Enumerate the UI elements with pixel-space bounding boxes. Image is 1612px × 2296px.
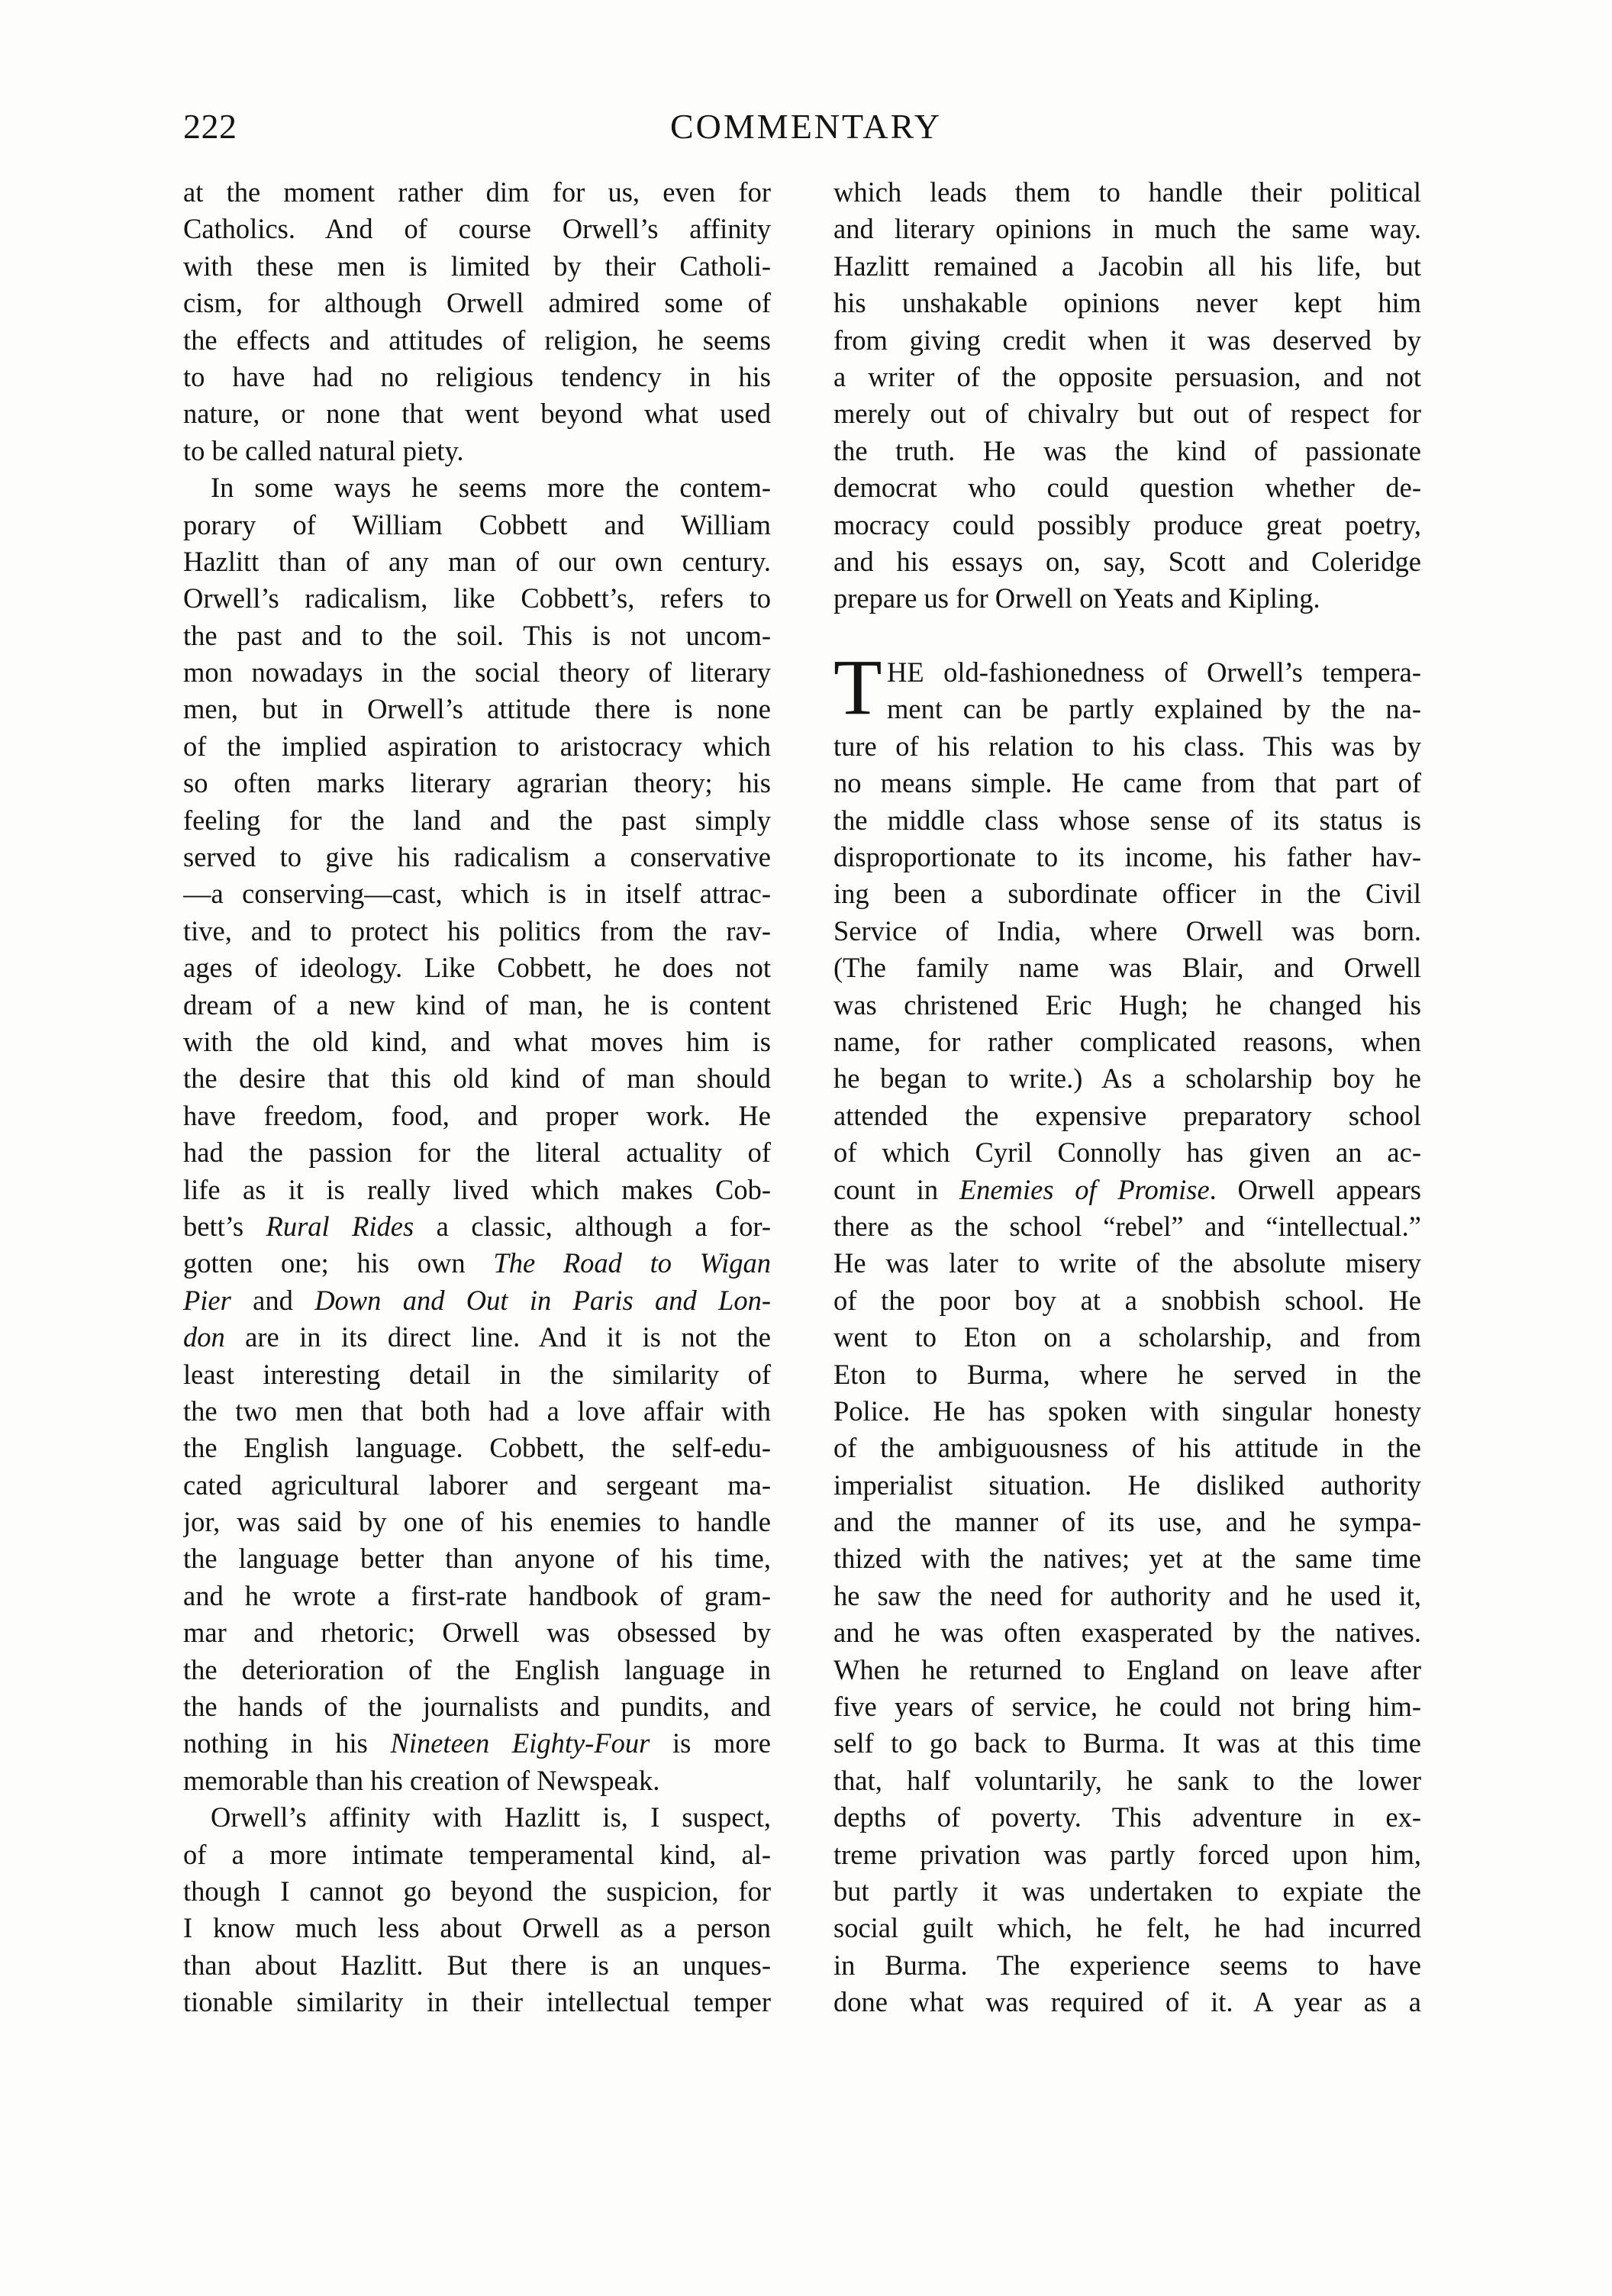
- text-segment: gotten one; his own: [183, 1247, 494, 1279]
- text-segment: is more: [650, 1727, 771, 1759]
- text-line: mocracy could possibly produce great poetry,: [833, 508, 1421, 540]
- text-line: with these men is limited by their Catholi-: [183, 250, 771, 282]
- italic-title: Pier: [183, 1284, 231, 1316]
- text-line: attended the expensive preparatory school: [833, 1099, 1421, 1131]
- text-line: in Burma. The experience seems to have: [833, 1949, 1421, 1981]
- text-line: of a more intimate temperamental kind, al-: [183, 1838, 771, 1870]
- text-line: ment can be partly explained by the na-: [887, 693, 1421, 725]
- text-line: was christened Eric Hugh; he changed his: [833, 988, 1421, 1021]
- text-line: and the manner of its use, and he sympa-: [833, 1506, 1421, 1538]
- text-line: of the poor boy at a snobbish school. He: [833, 1284, 1421, 1316]
- text-line: porary of William Cobbett and William: [183, 508, 771, 540]
- text-line: depths of poverty. This adventure in ex-: [833, 1801, 1421, 1833]
- right-text-column: [833, 174, 1421, 2021]
- drop-cap: T: [833, 643, 882, 731]
- text-segment: and: [231, 1284, 315, 1316]
- text-line: and literary opinions in much the same way.: [833, 213, 1421, 245]
- text-line: [183, 1319, 771, 1356]
- text-line: he began to write.) As a scholarship boy he: [833, 1063, 1421, 1095]
- italic-title: Nineteen Eighty-Four: [390, 1727, 650, 1759]
- text-line: Hazlitt remained a Jacobin all his life, but: [833, 250, 1421, 282]
- text-line: Catholics. And of course Orwell’s affinity: [183, 213, 771, 245]
- page-number: 222: [183, 107, 237, 146]
- text-line: memorable than his creation of Newspeak.: [183, 1764, 660, 1796]
- text-line: name, for rather complicated reasons, when: [833, 1025, 1421, 1057]
- text-line: ing been a subordinate officer in the Civil: [833, 878, 1421, 910]
- text-line: social guilt which, he felt, he had incurred: [833, 1912, 1421, 1944]
- text-segment: a classic, although a for-: [414, 1210, 771, 1242]
- text-line: jor, was said by one of his enemies to handle: [183, 1506, 771, 1538]
- text-line: Service of India, where Orwell was born.: [833, 914, 1421, 946]
- text-line: mon nowadays in the social theory of literary: [183, 656, 771, 688]
- text-line: [833, 618, 1421, 654]
- text-segment: . Orwell appears: [1209, 1173, 1421, 1205]
- text-segment: bett’s: [183, 1210, 266, 1242]
- text-line: at the moment rather dim for us, even for: [183, 176, 771, 208]
- italic-title: The Road to Wigan: [493, 1247, 771, 1279]
- text-line: ture of his relation to his class. This was by: [833, 730, 1421, 762]
- text-line: so often marks literary agrarian theory; his: [183, 767, 771, 799]
- text-line: the deterioration of the English language in: [183, 1653, 771, 1685]
- text-line: (The family name was Blair, and Orwell: [833, 952, 1421, 984]
- text-line: to have had no religious tendency in his: [183, 360, 771, 392]
- text-line: though I cannot go beyond the suspicion, for: [183, 1875, 771, 1907]
- text-line: He was later to write of the absolute misery: [833, 1247, 1421, 1279]
- text-line: tive, and to protect his politics from the rav-: [183, 914, 771, 946]
- text-line: [183, 1282, 771, 1319]
- text-line: the language better than anyone of his time,: [183, 1543, 771, 1575]
- text-line: of the implied aspiration to aristocracy which: [183, 730, 771, 762]
- text-line: [183, 1208, 771, 1245]
- text-line: no means simple. He came from that part of: [833, 767, 1421, 799]
- text-line: feeling for the land and the past simply: [183, 804, 771, 836]
- text-line: In some ways he seems more the contem-: [211, 472, 771, 504]
- text-line: self to go back to Burma. It was at this time: [833, 1727, 1421, 1759]
- text-segment: are in its direct line. And it is not the: [224, 1321, 771, 1353]
- text-line: and his essays on, say, Scott and Coleridge: [833, 545, 1421, 577]
- text-line: [183, 1245, 771, 1282]
- text-line: had the passion for the literal actuality of: [183, 1137, 771, 1169]
- text-line: cated agricultural laborer and sergeant ma-: [183, 1469, 771, 1501]
- text-line: the desire that this old kind of man should: [183, 1063, 771, 1095]
- text-line: there as the school “rebel” and “intellectual.”: [833, 1210, 1421, 1242]
- text-line: from giving credit when it was deserved by: [833, 324, 1421, 356]
- text-line: the past and to the soil. This is not uncom-: [183, 619, 771, 651]
- running-head: COMMENTARY: [669, 107, 943, 146]
- text-segment: count in: [833, 1173, 959, 1205]
- text-line: the English language. Cobbett, the self-edu-: [183, 1432, 771, 1464]
- text-line: done what was required of it. A year as a: [833, 1986, 1421, 2018]
- text-line: prepare us for Orwell on Yeats and Kipling.: [833, 582, 1320, 614]
- italic-title: Enemies of Promise: [959, 1173, 1210, 1205]
- left-text-column: [183, 174, 771, 2021]
- text-line: nature, or none that went beyond what used: [183, 398, 771, 430]
- text-line: went to Eton on a scholarship, and from: [833, 1321, 1421, 1353]
- text-line: with the old kind, and what moves him is: [183, 1025, 771, 1057]
- italic-title: Rural Rides: [266, 1210, 414, 1242]
- text-line: least interesting detail in the similarity of: [183, 1358, 771, 1390]
- text-line: democrat who could question whether de-: [833, 472, 1421, 504]
- text-line: [183, 1725, 771, 1762]
- text-line: the truth. He was the kind of passionate: [833, 434, 1421, 466]
- text-line: of which Cyril Connolly has given an ac-: [833, 1137, 1421, 1169]
- text-line: dream of a new kind of man, he is content: [183, 988, 771, 1021]
- text-line: have freedom, food, and proper work. He: [183, 1099, 771, 1131]
- text-line: life as it is really lived which makes Cob-: [183, 1173, 771, 1205]
- text-line: and he was often exasperated by the natives.: [833, 1617, 1421, 1649]
- text-line: disproportionate to its income, his father hav-: [833, 841, 1421, 873]
- text-line: ages of ideology. Like Cobbett, he does not: [183, 952, 771, 984]
- text-line: the effects and attitudes of religion, he seems: [183, 324, 771, 356]
- text-line: mar and rhetoric; Orwell was obsessed by: [183, 1617, 771, 1649]
- text-line: tionable similarity in their intellectual temper: [183, 1986, 771, 2018]
- text-line: the two men that both had a love affair with: [183, 1395, 771, 1427]
- italic-title: Down and Out in Paris and Lon-: [314, 1284, 771, 1316]
- text-line: Hazlitt than of any man of our own century.: [183, 545, 771, 577]
- italic-title: don: [183, 1321, 225, 1353]
- text-line: Orwell’s radicalism, like Cobbett’s, refers to: [183, 582, 771, 614]
- text-line: his unshakable opinions never kept him: [833, 287, 1421, 319]
- text-line: of the ambiguousness of his attitude in the: [833, 1432, 1421, 1464]
- text-line: HE old-fashionedness of Orwell’s tempera-: [887, 656, 1421, 688]
- text-line: cism, for although Orwell admired some of: [183, 287, 771, 319]
- text-line: five years of service, he could not bring him-: [833, 1691, 1421, 1723]
- text-line: —a conserving—cast, which is in itself attrac-: [183, 878, 771, 910]
- text-segment: nothing in his: [183, 1727, 391, 1759]
- text-line: which leads them to handle their political: [833, 176, 1421, 208]
- text-line: but partly it was undertaken to expiate the: [833, 1875, 1421, 1907]
- text-line: imperialist situation. He disliked authority: [833, 1469, 1421, 1501]
- text-line: to be called natural piety.: [183, 434, 464, 466]
- text-line: When he returned to England on leave after: [833, 1653, 1421, 1685]
- text-line: Eton to Burma, where he served in the: [833, 1358, 1421, 1390]
- text-line: served to give his radicalism a conservative: [183, 841, 771, 873]
- text-line: Police. He has spoken with singular honesty: [833, 1395, 1421, 1427]
- text-line: thized with the natives; yet at the same time: [833, 1543, 1421, 1575]
- text-line: merely out of chivalry but out of respect for: [833, 398, 1421, 430]
- text-line: I know much less about Orwell as a person: [183, 1912, 771, 1944]
- text-line: men, but in Orwell’s attitude there is none: [183, 693, 771, 725]
- text-line: treme privation was partly forced upon him,: [833, 1838, 1421, 1870]
- text-line: the hands of the journalists and pundits, and: [183, 1691, 771, 1723]
- text-line: that, half voluntarily, he sank to the lower: [833, 1764, 1421, 1796]
- text-line: a writer of the opposite persuasion, and not: [833, 360, 1421, 392]
- text-line: than about Hazlitt. But there is an unques-: [183, 1949, 771, 1981]
- text-line: [833, 1172, 1421, 1208]
- text-line: he saw the need for authority and he used it,: [833, 1579, 1421, 1611]
- text-line: the middle class whose sense of its status is: [833, 804, 1421, 836]
- text-line: Orwell’s affinity with Hazlitt is, I suspect,: [211, 1801, 771, 1833]
- text-line: and he wrote a first-rate handbook of gram-: [183, 1579, 771, 1611]
